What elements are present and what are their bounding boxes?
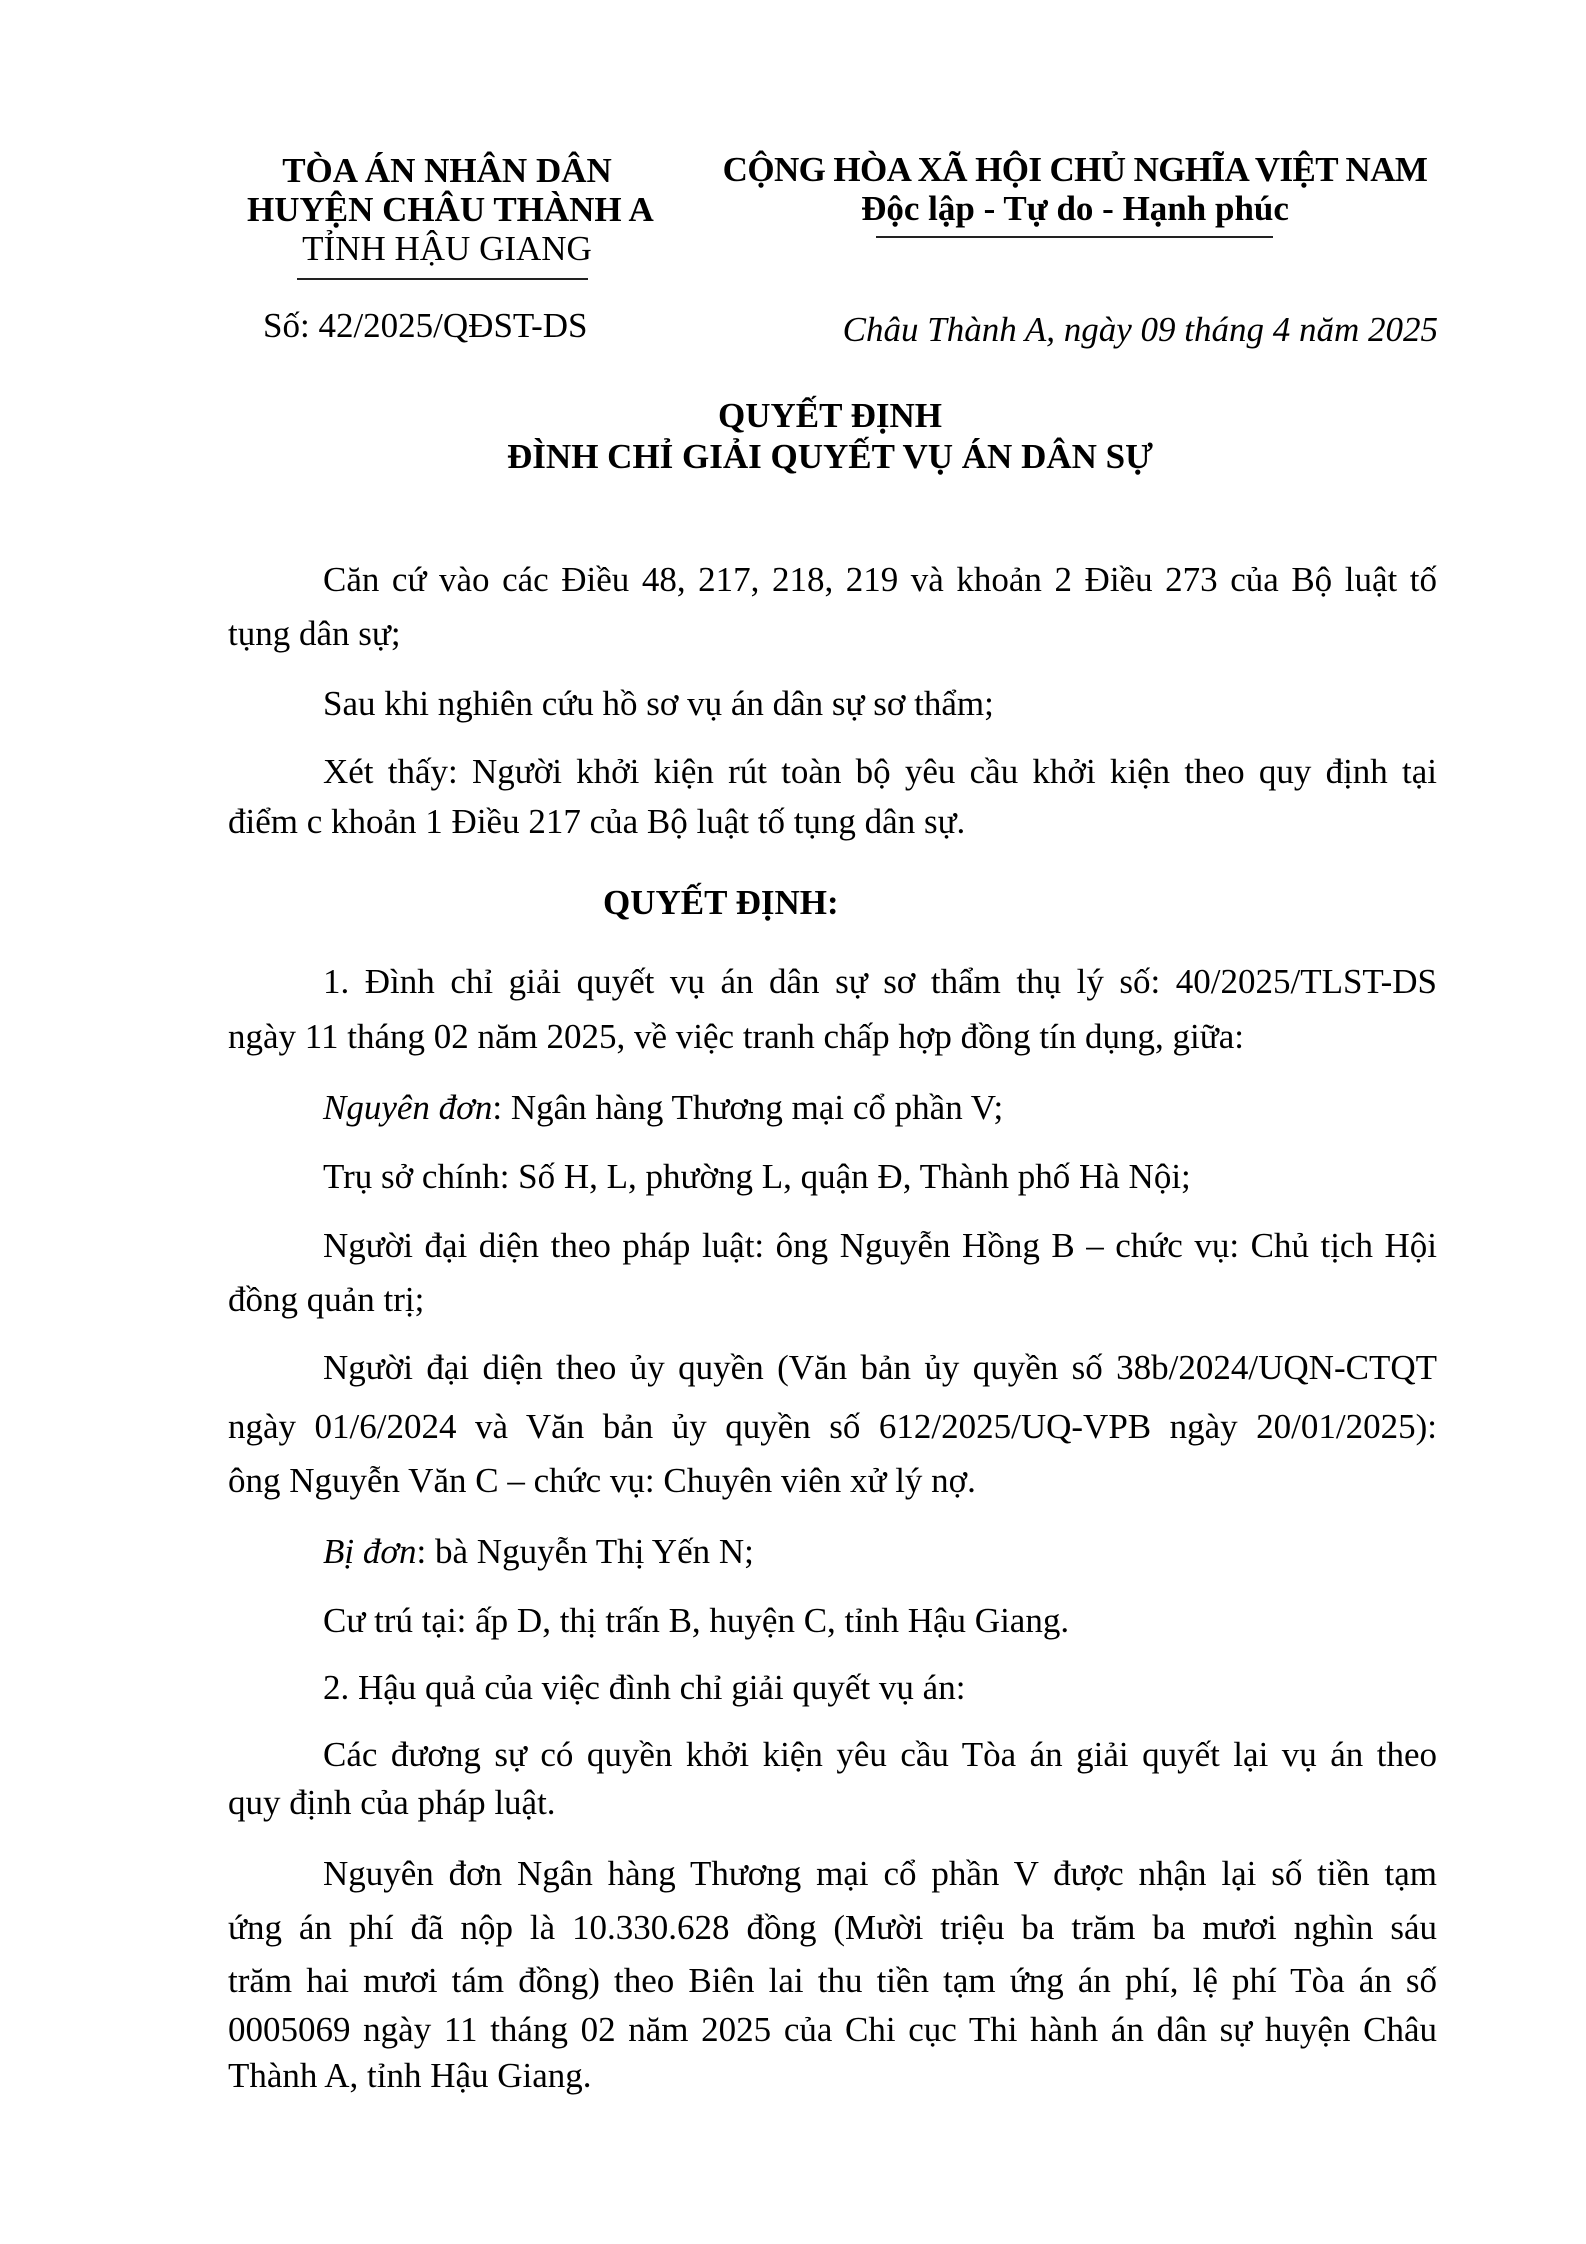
finding-line1: Xét thấy: Người khởi kiện rút toàn bộ yêu cầu khởi kiện theo quy định tại <box>323 752 1437 791</box>
title-decision: QUYẾT ĐỊNH <box>718 396 942 435</box>
refund-line2: ứng án phí đã nộp là 10.330.628 đồng (Mười triệu ba trăm ba mươi nghìn sáu <box>228 1908 1437 1947</box>
court-name-line1: TÒA ÁN NHÂN DÂN <box>282 151 612 190</box>
refund-line5: Thành A, tỉnh Hậu Giang. <box>228 2056 592 2095</box>
legal-basis-line2: tụng dân sự; <box>228 614 401 653</box>
refund-line1: Nguyên đơn Ngân hàng Thương mại cổ phần V được nhận lại số tiền tạm <box>323 1854 1437 1893</box>
plaintiff-label: Nguyên đơn <box>323 1088 493 1127</box>
authorized-representative-line2: ngày 01/6/2024 và Văn bản ủy quyền số 612/2025/UQ-VPB ngày 20/01/2025): <box>228 1407 1437 1446</box>
refund-line3: trăm hai mươi tám đồng) theo Biên lai thu tiền tạm ứng án phí, lệ phí Tòa án số <box>228 1961 1437 2000</box>
item2-heading: 2. Hậu quả của việc đình chỉ giải quyết vụ án: <box>323 1668 966 1707</box>
rights-line2: quy định của pháp luật. <box>228 1783 556 1822</box>
item1-line1: 1. Đình chỉ giải quyết vụ án dân sự sơ thẩm thụ lý số: 40/2025/TLST-DS <box>323 962 1437 1001</box>
plaintiff-headquarters: Trụ sở chính: Số H, L, phường L, quận Đ, Thành phố Hà Nội; <box>323 1157 1191 1196</box>
defendant-label: Bị đơn <box>323 1532 417 1571</box>
place-and-date: Châu Thành A, ngày 09 tháng 4 năm 2025 <box>842 310 1438 349</box>
defendant-residence: Cư trú tại: ấp D, thị trấn B, huyện C, tỉnh Hậu Giang. <box>323 1601 1070 1640</box>
finding-line2: điểm c khoản 1 Điều 217 của Bộ luật tố tụng dân sự. <box>228 802 966 841</box>
rights-line1: Các đương sự có quyền khởi kiện yêu cầu Tòa án giải quyết lại vụ án theo <box>323 1735 1437 1774</box>
authorized-representative-line3: ông Nguyễn Văn C – chức vụ: Chuyên viên xử lý nợ. <box>228 1461 976 1500</box>
item1-line2: ngày 11 tháng 02 năm 2025, về việc tranh chấp hợp đồng tín dụng, giữa: <box>228 1017 1244 1056</box>
refund-line4: 0005069 ngày 11 tháng 02 năm 2025 của Chi cục Thi hành án dân sự huyện Châu <box>228 2010 1437 2049</box>
review-statement: Sau khi nghiên cứu hồ sơ vụ án dân sự sơ thẩm; <box>323 684 994 723</box>
motto-underline <box>876 236 1273 238</box>
decision-heading: QUYẾT ĐỊNH: <box>603 883 839 922</box>
nation-motto: Độc lập - Tự do - Hạnh phúc <box>861 189 1289 228</box>
court-name-line2: HUYỆN CHÂU THÀNH A <box>247 190 654 229</box>
plaintiff <box>323 1088 1437 1128</box>
document-number: Số: 42/2025/QĐST-DS <box>263 306 588 345</box>
court-underline <box>297 278 588 280</box>
defendant-value: : bà Nguyễn Thị Yến N; <box>416 1532 754 1571</box>
nation-name: CỘNG HÒA XÃ HỘI CHỦ NGHĨA VIỆT NAM <box>722 150 1428 189</box>
legal-representative-line2: đồng quản trị; <box>228 1280 425 1319</box>
defendant <box>323 1532 1437 1572</box>
title-subject: ĐÌNH CHỈ GIẢI QUYẾT VỤ ÁN DÂN SỰ <box>507 437 1153 476</box>
legal-basis-line1: Căn cứ vào các Điều 48, 217, 218, 219 và khoản 2 Điều 273 của Bộ luật tố <box>323 560 1437 599</box>
authorized-representative-line1: Người đại diện theo ủy quyền (Văn bản ủy quyền số 38b/2024/UQN-CTQT <box>323 1348 1437 1387</box>
court-province: TỈNH HẬU GIANG <box>302 229 592 268</box>
plaintiff-value: : Ngân hàng Thương mại cổ phần V; <box>492 1088 1004 1127</box>
legal-representative-line1: Người đại diện theo pháp luật: ông Nguyễn Hồng B – chức vụ: Chủ tịch Hội <box>323 1226 1437 1265</box>
